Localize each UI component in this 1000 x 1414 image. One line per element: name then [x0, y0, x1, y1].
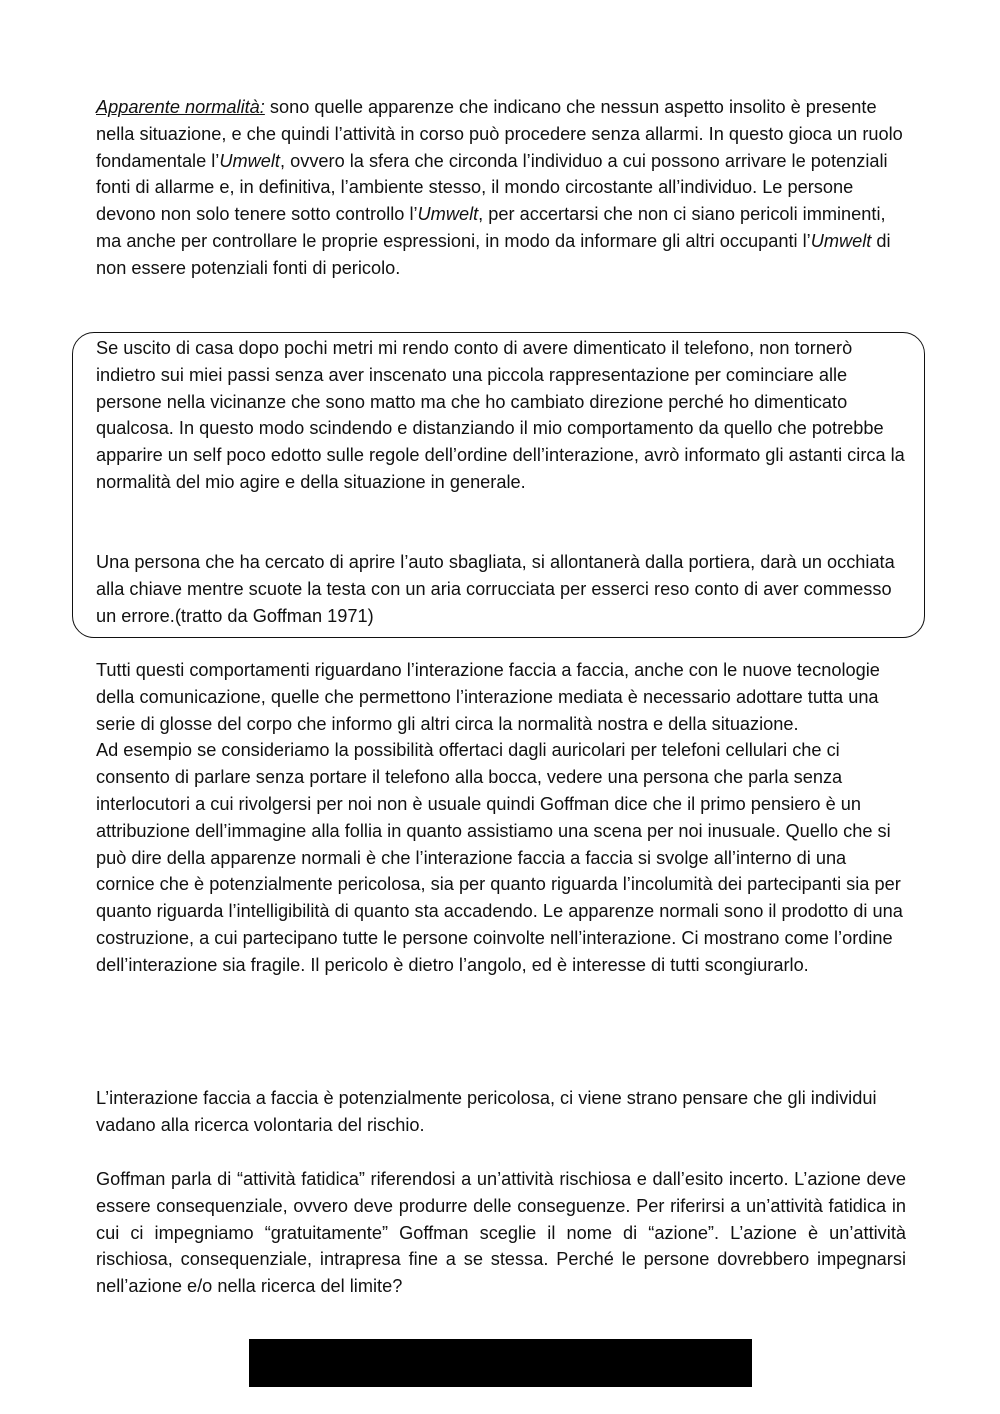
example-car-paragraph: Una persona che ha cercato di aprire l’auto sbagliata, si allontanerà dalla portiera, darà un occhiata alla chiave mentre scuote la testa con un aria corrucciata per esserci reso conto di aver commesso un errore.(tratto da Goffman 1971)	[96, 552, 895, 626]
paragraph-risk: L’interazione faccia a faccia è potenzialmente pericolosa, ci viene strano pensare che gli individui vadano alla ricerca volontaria del rischio.	[96, 1088, 877, 1135]
term-apparent-normality: Apparente normalità:	[96, 97, 265, 117]
umwelt-term: Umwelt	[810, 230, 872, 251]
paragraph-text: sono quelle apparenze che indicano che nessun aspetto insolito è presente nella situazione, e che quindi l’attività in corso può procedere senza allarmi. In questo gioca un ruolo fondamentale l’	[96, 97, 903, 171]
paragraph-face-to-face	[96, 657, 906, 979]
redaction-bar	[249, 1339, 752, 1387]
umwelt-term: Umwelt	[219, 150, 280, 171]
paragraph-line-block: Tutti questi comportamenti riguardano l’interazione faccia a faccia, anche con le nuove tecnologie della comunicazione, quelle che permettono l’interazione mediata è necessario adottare tutta una serie di glosse del corpo che informo gli altri circa la normalità nostra e della situazione.	[96, 660, 880, 734]
paragraph-line-block: Ad esempio se consideriamo la possibilità offertaci dagli auricolari per telefoni cellulari che ci consento di parlare senza portare il telefono alla bocca, vedere una persona che parla senza interlocutori a cui rivolgersi per noi non è usuale quindi Goffman dice che il primo pensiero è un attribuzione dell’immagine alla follia in quanto assistiamo una scena per noi inusuale. Quello che si può dire della apparenze normali è che l’interazione faccia a faccia si svolge all’interno di una cornice che è potenzialmente pericolosa, sia per quanto riguarda l’incolumità dei partecipanti sia per quanto riguarda l’intelligibilità di quanto sta accadendo. Le apparenze normali sono il prodotto di una costruzione, a cui partecipano tutte le persone coinvolte nell’interazione. Ci mostrano come l’ordine dell’interazione sia fragile. Il pericolo è dietro l’angolo, ed è interesse di tutti scongiurarlo.	[96, 740, 903, 975]
paragraph-fateful-activity: Goffman parla di “attività fatidica” riferendosi a un’attività rischiosa e dall’esito incerto. L’azione deve essere consequenziale, ovvero deve produrre delle conseguenze. Per riferirsi a un’attività fatidica in cui ci impegniamo “gratuitamente” Goffman sceglie il nome di “azione”. L’azione è un’attività rischiosa, consequenziale, intrapresa fine a se stessa. Perché le persone dovrebbero impegnarsi nell’azione e/o nella ricerca del limite?	[96, 1169, 906, 1297]
umwelt-term: Umwelt	[417, 204, 479, 225]
paragraph-text: di non essere potenziali fonti di pericolo.	[96, 230, 891, 278]
example-phone-paragraph: Se uscito di casa dopo pochi metri mi rendo conto di avere dimenticato il telefono, non tornerò indietro sui miei passi senza aver inscenato una piccola rappresentazione per cominciare alle persone nella vicinanze che sono matto ma che ho cambiato direzione perché ho dimenticato qualcosa. In questo modo scindendo e distanziando il mio comportamento da quello che potrebbe apparire un self poco edotto sulle regole dell’ordine dell’interazione, avrò informato gli astanti circa la normalità del mio agire e della situazione in generale.	[96, 338, 905, 492]
paragraph-apparent-normality	[96, 94, 906, 282]
paragraph-text: , per accertarsi che non ci siano pericoli imminenti, ma anche per controllare le proprie espressioni, in modo da informare gli altri occupanti l’	[96, 204, 886, 251]
paragraph-text: , ovvero la sfera che circonda l’individuo a cui possono arrivare le potenziali fonti di allarme e, in definitiva, l’ambiente stesso, il mondo circostante all’individuo. Le persone devono non solo tenere sotto controllo l’	[96, 150, 888, 225]
